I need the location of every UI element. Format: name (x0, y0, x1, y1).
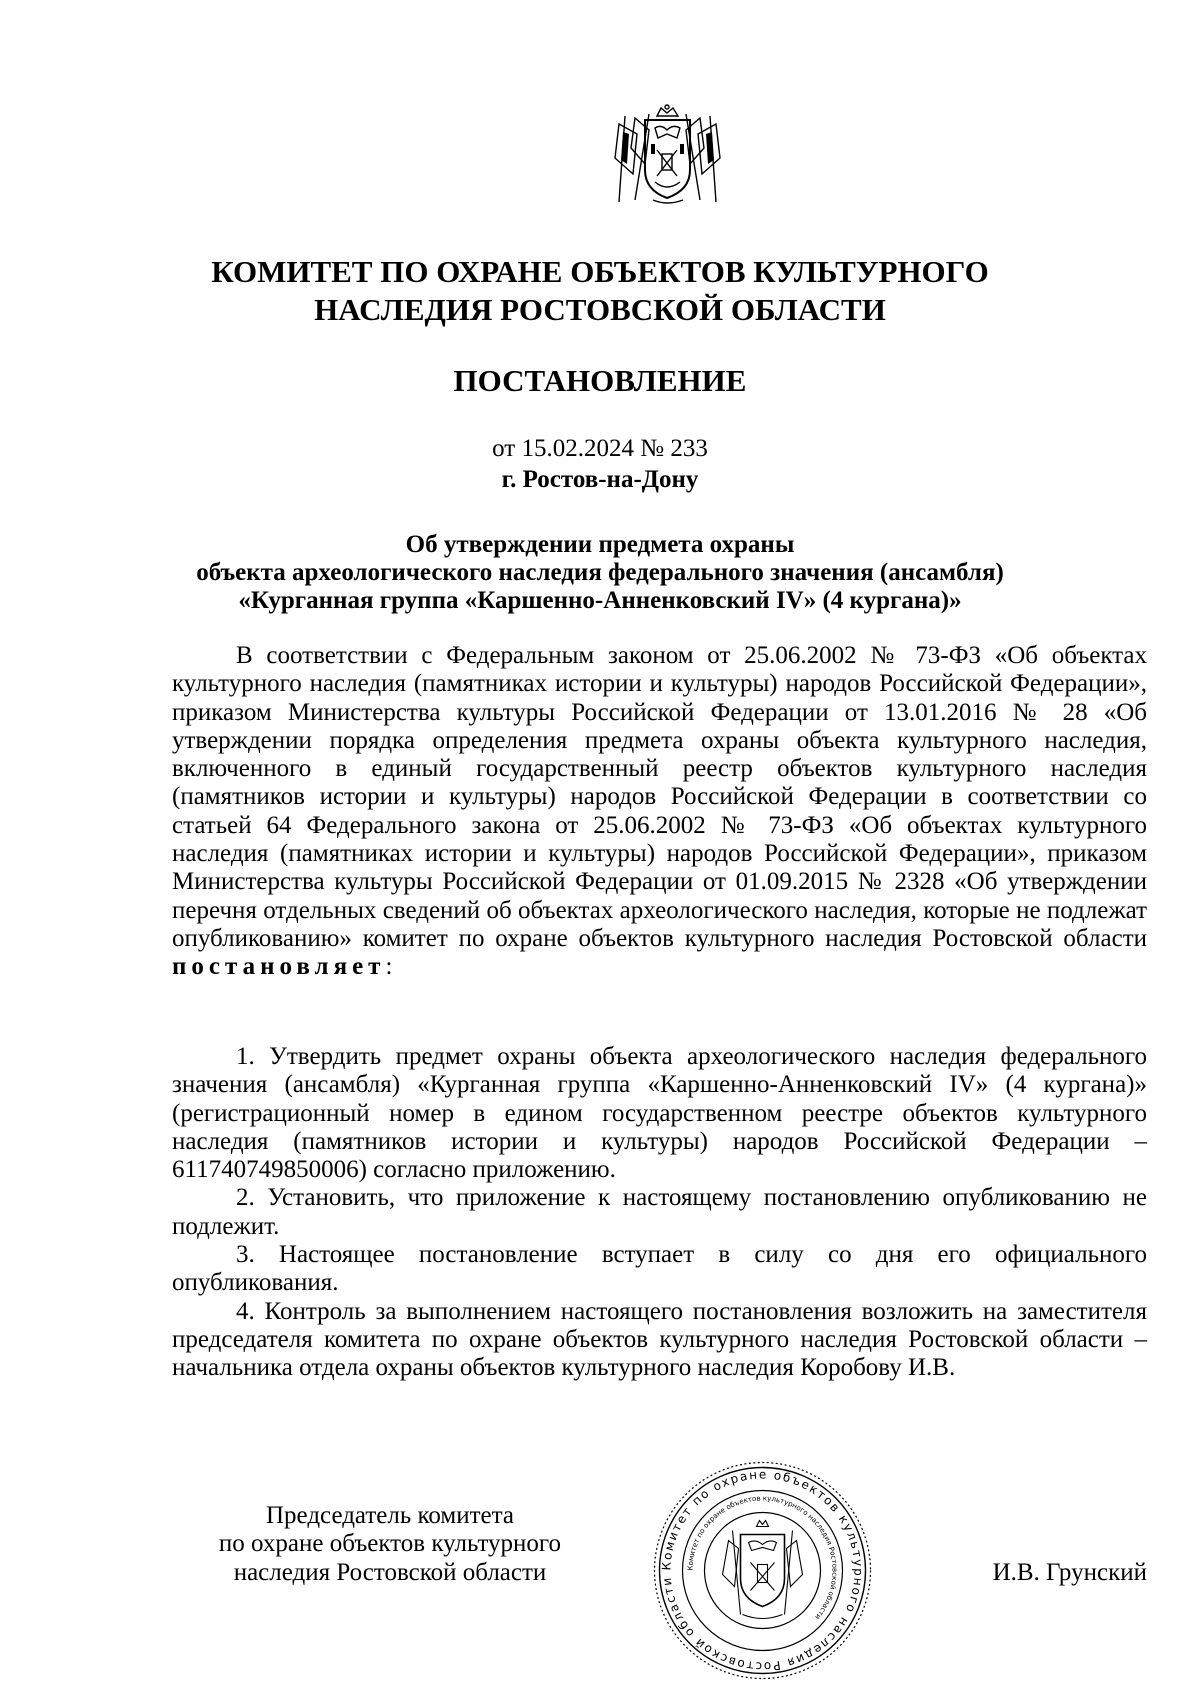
preamble-text: В соответствии с Федеральным законом от 25.06.2002 № 73-ФЗ «Об объектах культурного наследия (памятниках истории и культуры) народов Российской Федерации», приказом Министерства культуры Российской Федерации от 13.01.2016 № 28 «Об утверждении порядка определения предмета охраны объекта культурного наследия, включенного в единый государственный реестр объектов культурного наследия (памятников истории и культуры) народов Российской Федерации в соответствии со статьей 64 Федерального закона от 25.06.2002 № 73-ФЗ «Об объектах культурного наследия (памятниках истории и культуры) народов Российской Федерации», приказом Министерства культуры Российской Федерации от 01.09.2015 № 2328 «Об утверждении перечня отдельных сведений об объектах археологического наследия, которые не подлежат опубликованию» комитет по охране объектов культурного наследия Ростовской области (172, 642, 1147, 952)
seal-outer-text: Комитет по охране объектов культурного наследия Ростовской области (659, 1467, 866, 1674)
subject-line2: объекта археологического наследия федерального значения (ансамбля) (196, 559, 1004, 586)
subject-line1: Об утверждении предмета охраны (405, 531, 795, 558)
signer-title (170, 1502, 610, 1587)
organization-name-line1: КОМИТЕТ ПО ОХРАНЕ ОБЪЕКТОВ КУЛЬТУРНОГО (211, 254, 989, 289)
resolution-item-1: 1. Утвердить предмет охраны объекта археологического наследия федерального значения (ансамбля) «Курганная группа «Каршенно-Анненковский IV» (4 кургана)» (регистрационный номер в едином государственном реестре объектов культурного наследия (памятников истории и культуры) народов Российской Федерации – 611740749850006) согласно приложению. (172, 1043, 1147, 1184)
document-city: г. Ростов-на-Дону (501, 466, 699, 493)
coat-of-arms-emblem (605, 104, 730, 208)
preamble-end: : (385, 953, 393, 981)
preamble-paragraph (172, 642, 1147, 982)
resolution-item-4: 4. Контроль за выполнением настоящего постановления возложить на заместителя председателя комитета по охране объектов культурного наследия Ростовской области – начальника отдела охраны объектов культурного наследия Коробову И.В. (172, 1297, 1147, 1382)
resolution-item-3: 3. Настоящее постановление вступает в силу со дня его официального опубликования. (172, 1241, 1147, 1297)
signer-title-line1: Председатель комитета (266, 1502, 514, 1529)
seal-inner-text: Комитет по охране объектов культурного наследия Ростовской области (686, 1494, 839, 1621)
document-date-number: от 15.02.2024 № 233 (492, 435, 708, 462)
signer-title-line3: наследия Ростовской области (233, 1558, 547, 1586)
signer-name: И.В. Грунский (992, 1559, 1147, 1586)
resolution-item-2: 2. Установить, что приложение к настоящему постановлению опубликованию не подлежит. (172, 1184, 1147, 1240)
signer-title-line2: по охране объектов культурного (218, 1530, 562, 1558)
resolution-items (172, 1043, 1147, 1383)
document-type: ПОСТАНОВЛЕНИЕ (453, 363, 747, 398)
organization-name-line2: НАСЛЕДИЯ РОСТОВСКОЙ ОБЛАСТИ (314, 292, 886, 327)
official-seal (650, 1458, 875, 1683)
preamble-keyword: постановляет (172, 953, 386, 981)
subject-line3: «Курганная группа «Каршенно-Анненковский IV» (4 кургана)» (238, 587, 962, 614)
